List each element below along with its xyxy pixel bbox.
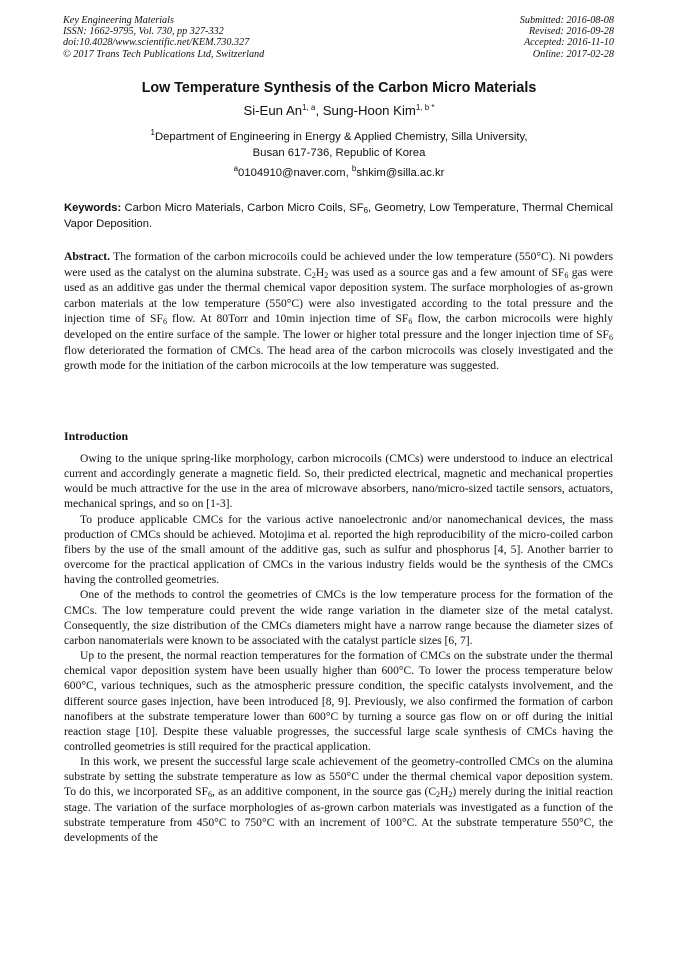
keywords: Keywords: Carbon Micro Materials, Carbon Micro Coils, $SF_6$, Geometry, Low Temperature, Thermal Chemical Vapor Deposition. — [64, 202, 613, 230]
section-heading: Introduction — [64, 429, 129, 443]
paragraph: Up to the present, the normal reaction temperatures for the formation of CMCs on the substrate under the thermal chemical vapor deposition system have been usually higher than 600°C. To lower the process temperature below 600°C, various techniques, such as the atmospheric pressure condition, the specific catalysts involvement, and the different source gases injection, have been introduced [8, 9]. Previously, we also confirmed the formation of carbon nanofibers at the substrate temperature lower than 600°C by turning a source gas flow on or off during the initial reaction stage [10]. Despite these valuable progresses, the successful large scale synthesis of CMCs having the controlled geometries is still required for the practical application. — [64, 649, 613, 753]
revised-date: Revised: 2016-09-28 — [528, 26, 614, 38]
copyright-line: © 2017 Trans Tech Publications Ltd, Switzerland — [63, 48, 265, 60]
affiliation-line: Busan 617-736, Republic of Korea — [252, 146, 426, 159]
affiliation: $^1$Department of Engineering in Energy & Applied Chemistry, Silla University, Busan 617-736, Republic of Korea — [150, 128, 528, 159]
issn-line: ISSN: 1662-9795, Vol. 730, pp 327-332 — [63, 26, 224, 38]
author-emails: $^a$0104910@naver.com, $^b$shkim@silla.ac.kr — [233, 164, 445, 179]
author-affiliation-marker: 1, a — [302, 103, 316, 112]
publication-dates — [374, 15, 614, 60]
author-affiliation-marker: 1, b * — [415, 103, 435, 112]
keywords-label: Keywords: — [64, 202, 122, 214]
submitted-date: Submitted: 2016-08-08 — [519, 15, 614, 26]
author-name: Si-Eun An — [243, 103, 303, 118]
abstract-label: Abstract. — [64, 250, 111, 263]
journal-name: Key Engineering Materials — [63, 15, 174, 26]
introduction-body — [64, 451, 613, 845]
affiliation-line: Department of Engineering in Energy & Applied Chemistry, Silla University, — [154, 131, 528, 143]
paragraph: To produce applicable CMCs for the various active nanoelectronic and/or nanomechanical devices, the mass production of CMCs should be achieved. Motojima et al. reported the high reproducibility of the micro-coiled carbon fibers by the use of the small amount of the additive gas, such as sulfur and phosphorus [4, 5]. Another barrier to overcome for the practical application of CMCs in the various industry fields would be the synthesis of the CMCs having the controlled geometries. — [64, 512, 613, 587]
online-date: Online: 2017-02-28 — [532, 48, 614, 60]
email-link[interactable]: shkim@silla.ac.kr — [356, 167, 445, 179]
abstract: Abstract. The formation of the carbon microcoils could be achieved under the low temperature (550°C). Ni powders were used as the catalyst on the alumina substrate. $C_2H_2$ was used as a source gas and a few amount of $SF_6$ gas were used as an additive gas under the thermal chemical vapor deposition system. The surface morphologies of as-grown carbon materials at the low temperature (550°C) were also investigated according to the total pressure and the injection time of $SF_6$ flow. At 80Torr and 10min injection time of $SF_6$ flow, the carbon microcoils were highly developed on the entire surface of the sample. The lower or higher total pressure and the longer injection time of $SF_6$ flow deteriorated the formation of CMCs. The head area of the carbon microcoils was closely investigated and the growth mode for the initiation of the carbon microcoils at the low temperature was suggested. — [64, 250, 613, 373]
journal-info — [63, 15, 383, 60]
paragraph: In this work, we present the successful large scale achievement of the geometry-controlled CMCs on the alumina substrate by setting the substrate temperature as low as 550°C under the thermal chemical vapor deposition system. To do this, we incorporated $SF_6$, as an additive component, in the source gas $(C_2H_2)$ merely during the initial reaction stage. The variation of the surface morphologies of as-grown carbon materials was investigated as a function of the substrate temperature from 450°C to 750°C with an increment of 100°C. At the substrate temperature 550°C, the developments of the — [64, 755, 613, 844]
doi-line[interactable]: doi:10.4028/www.scientific.net/KEM.730.327 — [63, 37, 250, 49]
author-line: Si-Eun An$^{1, a}$, Sung-Hoon Kim$^{1, b *}$ — [243, 103, 435, 118]
paper-title: Low Temperature Synthesis of the Carbon Micro Materials — [141, 80, 537, 96]
paragraph: Owing to the unique spring-like morphology, carbon microcoils (CMCs) were understood to induce an electrical current and accordingly generate a magnetic field. So, their predicted electrical, magnetic and mechanical properties would be much attractive for the use in the area of microwave absorbers, nano/micro-sized tactile sensors, actuators, mechanical springs, and so on [1-3]. — [64, 452, 613, 511]
author-name: Sung-Hoon Kim — [322, 103, 416, 118]
email-link[interactable]: 0104910@naver.com — [238, 167, 346, 179]
accepted-date: Accepted: 2016-11-10 — [523, 37, 614, 49]
paragraph: One of the methods to control the geometries of CMCs is the low temperature process for the formation of the CMCs. The low temperature could prevent the wide range variation in the diameter size of the metal catalyst. Consequently, the size distribution of the CMCs diameters might have a narrow range because the diameter sizes of carbon nanomaterials were known to be associated with the catalyst particle sizes [6, 7]. — [64, 588, 613, 647]
